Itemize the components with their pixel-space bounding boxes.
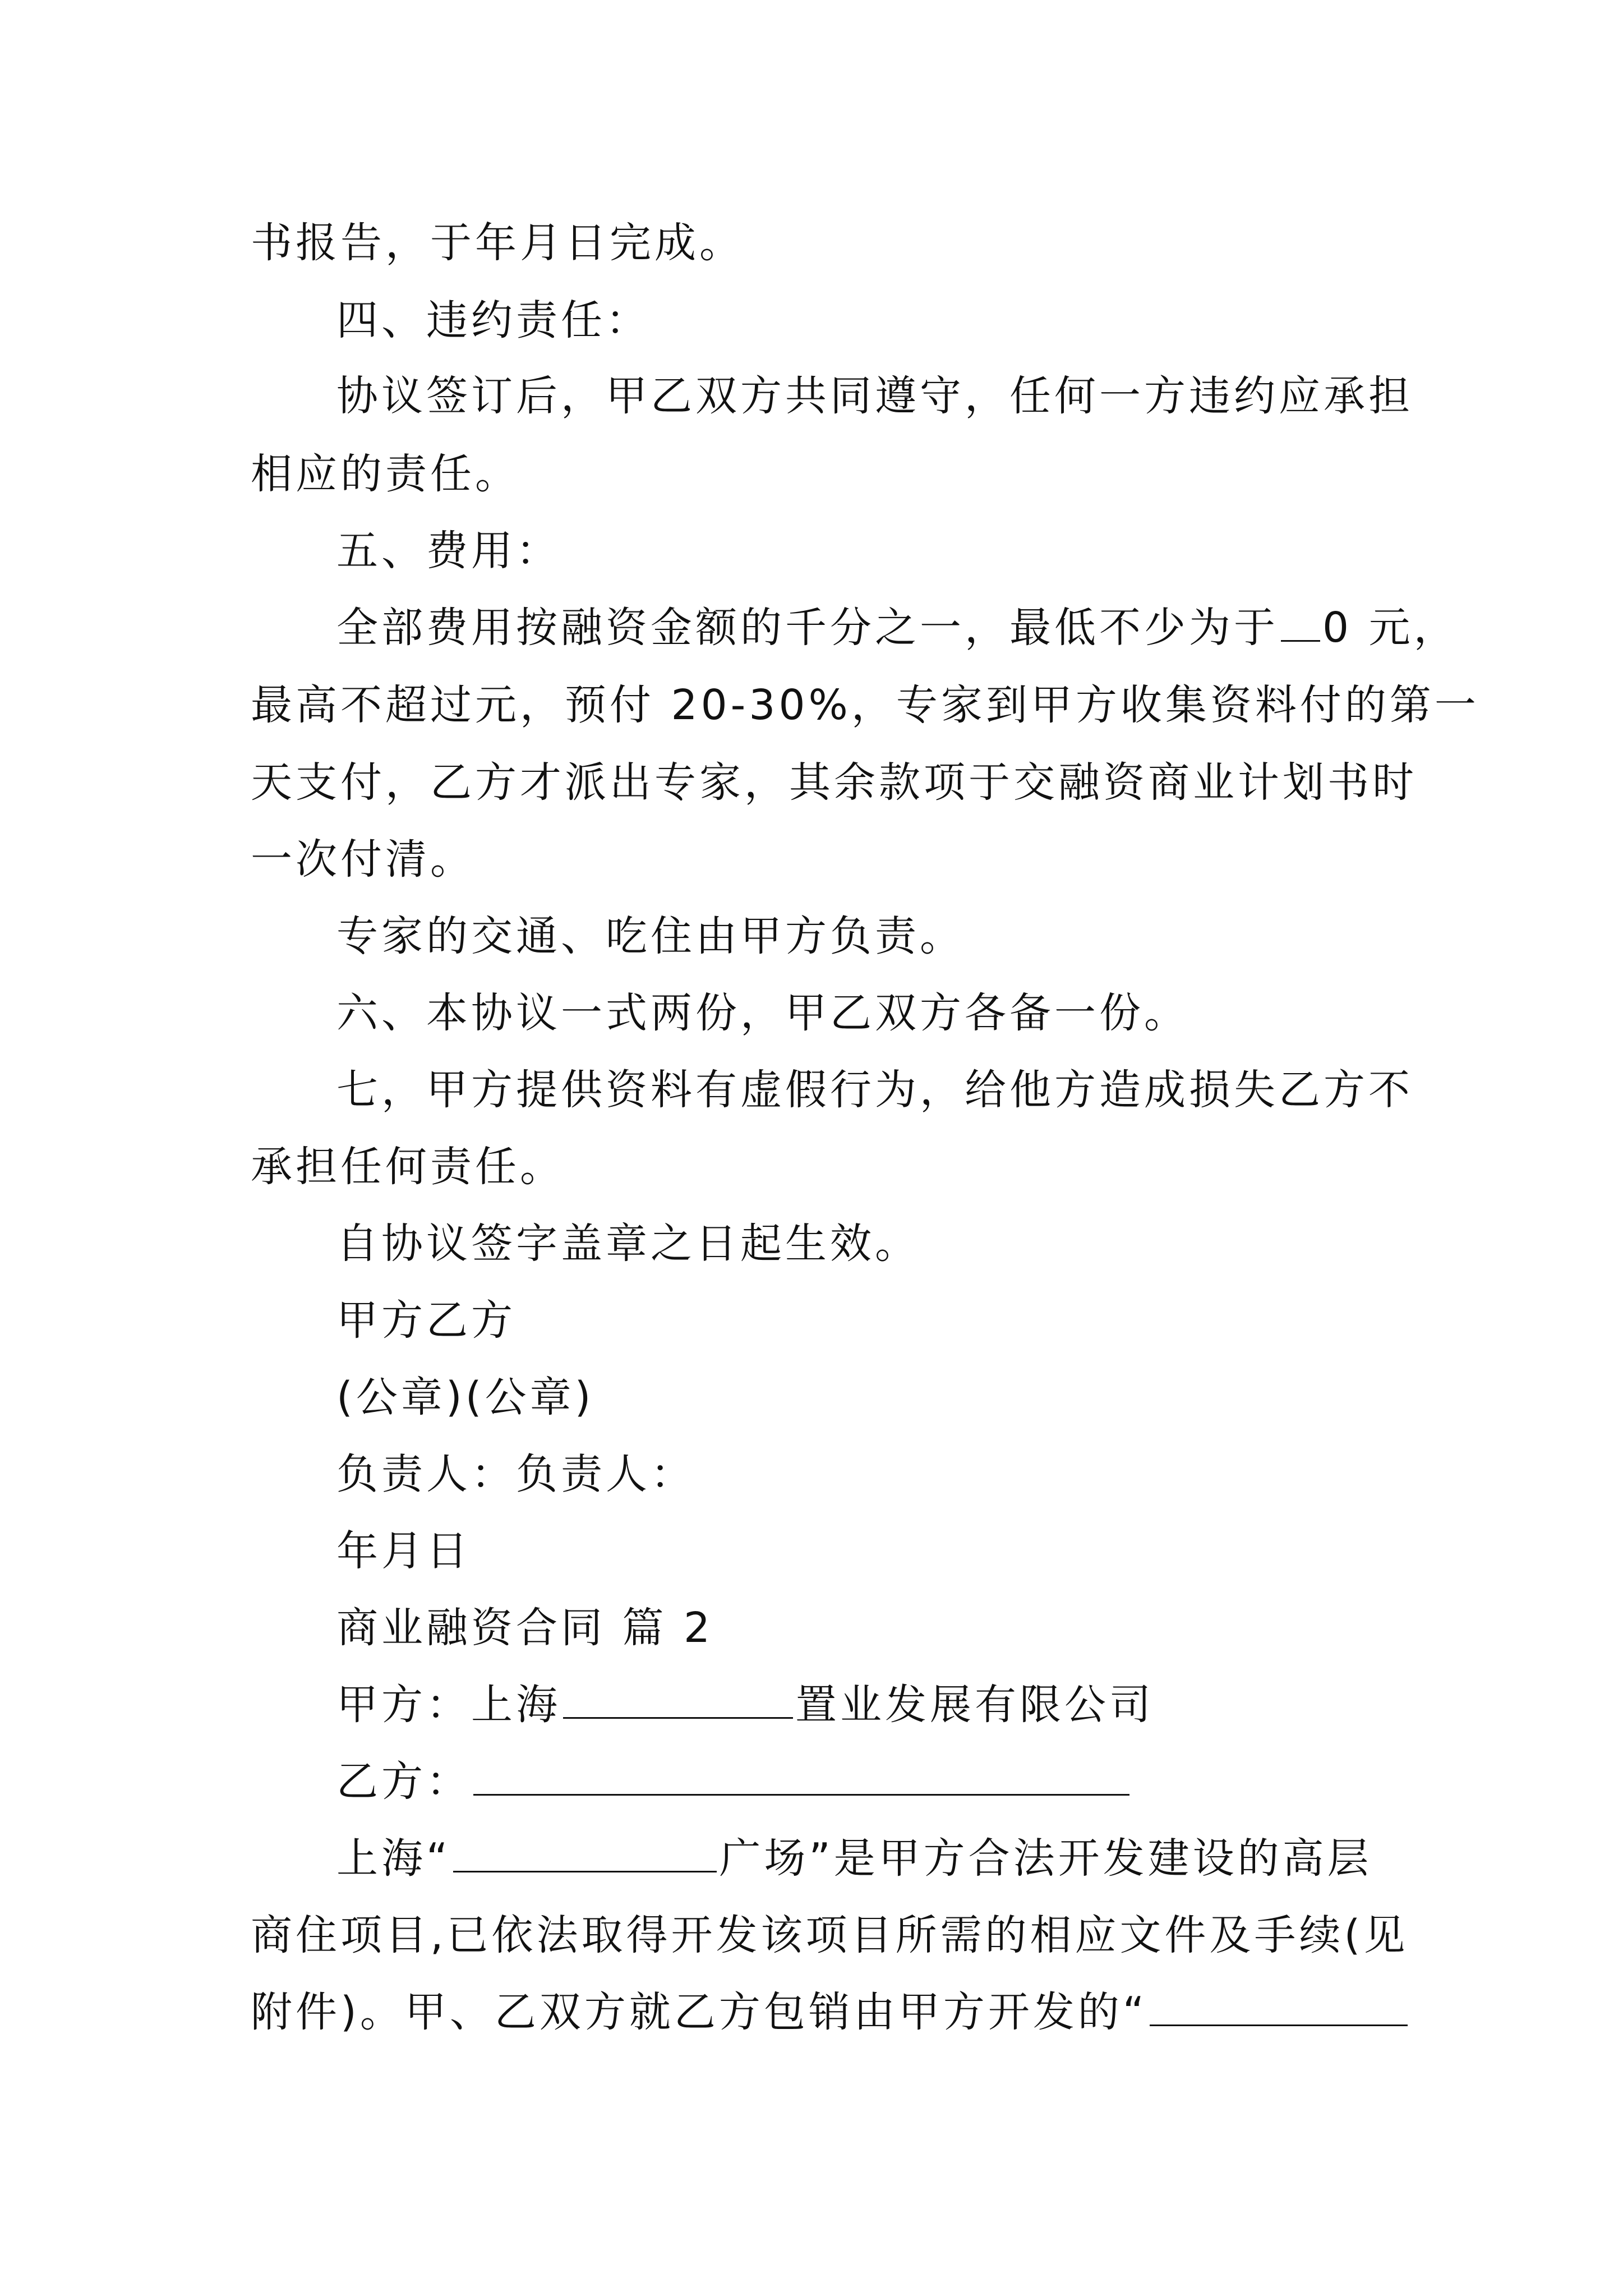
signature-date <box>336 1523 1475 1579</box>
text-span: 负责人：负责人： <box>336 1450 695 1498</box>
text-span: 天支付，乙方才派出专家，其余款项于交融资商业计划书时 <box>251 758 1417 807</box>
text-line <box>251 1907 1409 1963</box>
text-span: 乙方： <box>336 1757 471 1806</box>
fill-blank-party-a-name <box>563 1679 793 1719</box>
text-span: 0 元， <box>1322 604 1459 652</box>
party-b-line <box>336 1754 1475 1810</box>
text-span: 六、本协议一式两份，甲乙双方各备一份。 <box>336 989 1189 1037</box>
fill-blank-minimum-fee <box>1281 602 1320 642</box>
fill-blank-party-b-name <box>473 1756 1129 1796</box>
text-span: 商业融资合同 篇 2 <box>336 1604 714 1652</box>
text-line <box>251 446 1389 502</box>
text-line <box>336 1830 1475 1887</box>
signature-responsible-persons <box>336 1446 1475 1502</box>
text-span: 最高不超过元，预付 20-30%，专家到甲方收集资料付的第一 <box>251 681 1479 729</box>
text-line <box>251 831 1389 887</box>
party-a-line <box>336 1677 1475 1733</box>
fill-blank-plaza-name <box>453 1833 717 1872</box>
text-span: 协议签订后，甲乙双方共同遵守，任何一方违约应承担 <box>336 372 1413 420</box>
text-span: 书报告，于年月日完成。 <box>251 219 744 267</box>
text-span: 商住项目,已依法取得开发该项目所需的相应文件及手续(见 <box>251 1911 1409 1959</box>
text-span: 四、违约责任： <box>336 296 651 344</box>
text-line <box>336 600 1475 656</box>
text-line <box>336 368 1475 424</box>
text-span: 甲方乙方 <box>336 1296 516 1345</box>
text-span: 全部费用按融资金额的千分之一，最低不少为于 <box>336 604 1279 652</box>
text-line <box>251 215 1389 271</box>
signature-seals <box>336 1369 1475 1425</box>
fill-blank-project-name <box>1150 1986 1408 2026</box>
text-span: 相应的责任。 <box>251 450 520 498</box>
text-span: (公章)(公章) <box>336 1373 594 1421</box>
section-heading-breach <box>336 292 1475 348</box>
text-line <box>251 1139 1389 1195</box>
text-span: 一次付清。 <box>251 835 475 884</box>
text-line <box>336 908 1475 964</box>
text-span: 上海“ <box>336 1834 451 1883</box>
text-line <box>251 677 1479 733</box>
section-heading-fees <box>336 523 1475 579</box>
text-span: 七，甲方提供资料有虚假行为，给他方造成损失乙方不 <box>336 1066 1413 1114</box>
contract-title <box>336 1600 1475 1656</box>
text-line <box>336 1216 1475 1272</box>
text-line <box>336 1062 1475 1118</box>
text-span: 甲方：上海 <box>336 1681 561 1729</box>
text-span: 承担任何责任。 <box>251 1143 565 1191</box>
text-line <box>251 754 1417 811</box>
text-span: 广场”是甲方合法开发建设的高层 <box>719 1834 1372 1883</box>
text-line <box>251 1984 1389 2040</box>
text-span: 附件)。甲、乙双方就乙方包销由甲方开发的“ <box>251 1988 1148 2036</box>
signature-parties <box>336 1292 1475 1349</box>
text-span: 五、费用： <box>336 527 561 575</box>
text-line <box>336 985 1475 1041</box>
text-span: 自协议签字盖章之日起生效。 <box>336 1220 920 1268</box>
text-span: 专家的交通、吃住由甲方负责。 <box>336 912 965 960</box>
text-span: 年月日 <box>336 1527 471 1575</box>
text-span: 置业发展有限公司 <box>795 1681 1154 1729</box>
